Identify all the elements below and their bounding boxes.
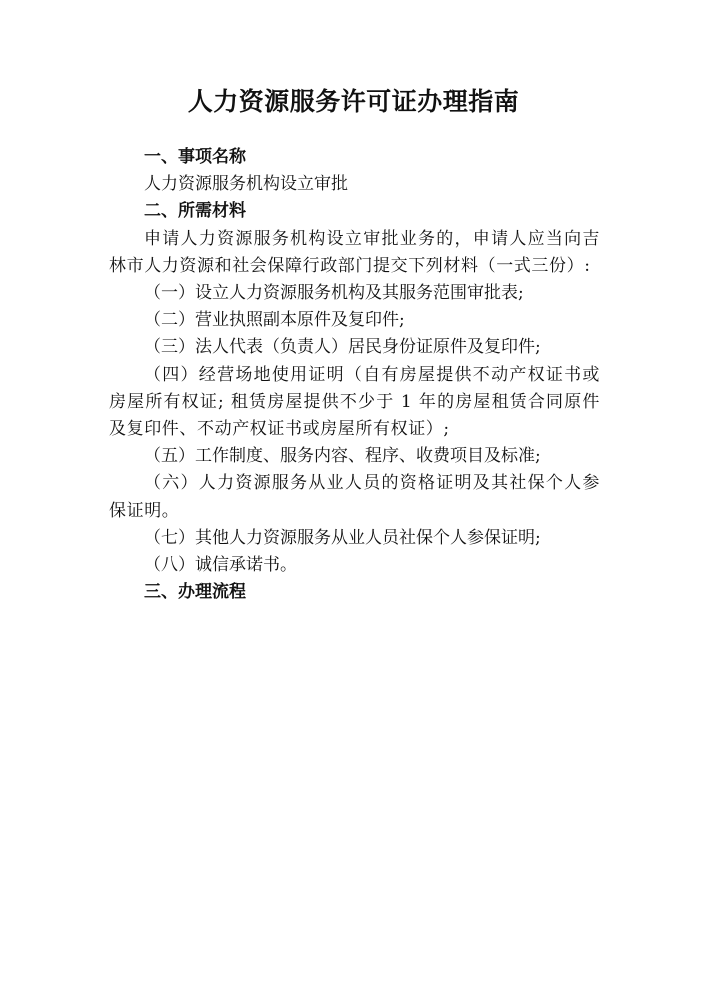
material-item-3: （三）法人代表（负责人）居民身份证原件及复印件; [144, 337, 541, 358]
material-item-4: （四）经营场地使用证明（自有房屋提供不动产权证书或房屋所有权证; 租赁房屋提供不少于 1 年的房屋租赁合同原件及复印件、不动产权证书或房屋所有权证）; [109, 364, 600, 440]
material-item-7: （七）其他人力资源服务从业人员社保个人参保证明; [144, 527, 541, 548]
section-heading-item-name: 一、事项名称 [144, 147, 246, 167]
material-item-6: （六）人力资源服务从业人员的资格证明及其社保个人参保证明。 [109, 473, 600, 521]
section-heading-required-materials: 二、所需材料 [144, 201, 246, 222]
section-heading-procedure: 三、办理流程 [144, 582, 246, 603]
materials-intro-paragraph: 申请人力资源服务机构设立审批业务的，申请人应当向吉林市人力资源和社会保障行政部门提交下列材料（一式三份）: [109, 228, 600, 276]
material-item-1: （一）设立人力资源服务机构及其服务范围审批表; [144, 283, 524, 304]
item-name-text: 人力资源服务机构设立审批 [144, 174, 348, 195]
document-title: 人力资源服务许可证办理指南 [187, 87, 520, 116]
material-item-5: （五）工作制度、服务内容、程序、收费项目及标准; [144, 446, 541, 467]
material-item-8: （八）诚信承诺书。 [144, 555, 297, 576]
material-item-2: （二）营业执照副本原件及复印件; [144, 310, 405, 331]
document-body [109, 144, 600, 606]
